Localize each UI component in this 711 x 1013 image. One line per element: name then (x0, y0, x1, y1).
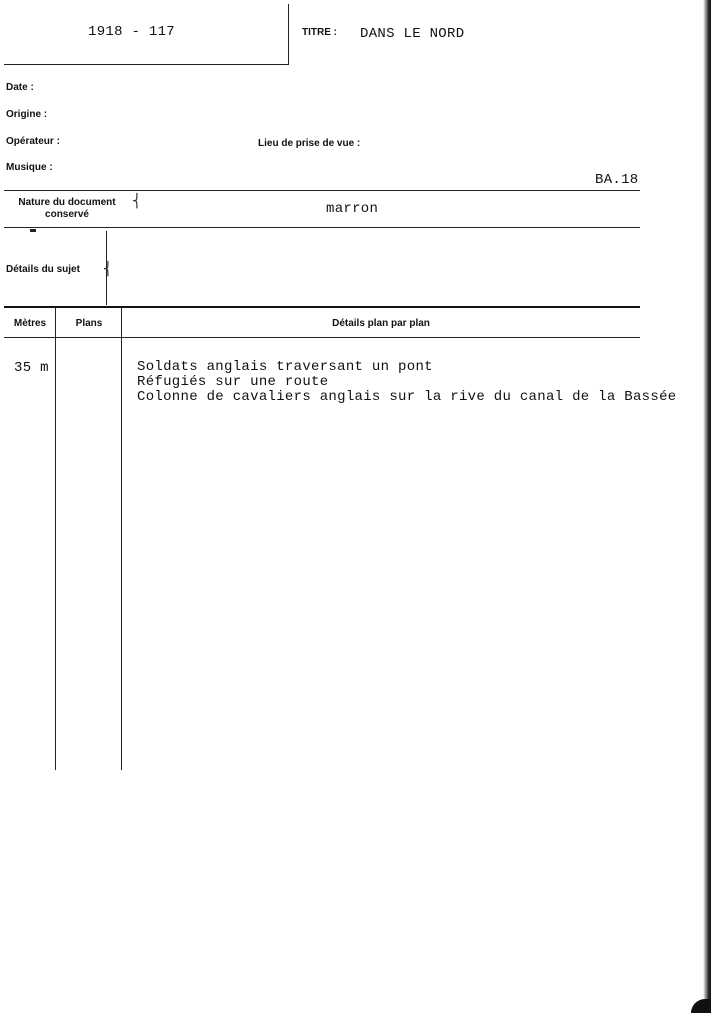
header-box-bottom-rule (4, 64, 289, 65)
nature-label (6, 197, 128, 221)
title-value: DANS LE NORD (360, 26, 465, 42)
origine-label: Origine : (6, 109, 48, 120)
shot-details (137, 360, 676, 405)
date-label: Date : (6, 82, 34, 93)
nature-label-line1: Nature du document (18, 197, 116, 208)
tick-mark (30, 229, 36, 232)
column-divider-plans-details (121, 308, 122, 770)
shot-line: Réfugiés sur une route (137, 374, 329, 390)
scan-corner (691, 999, 711, 1013)
shot-line: Soldats anglais traversant un pont (137, 359, 433, 375)
column-header-metres: Mètres (13, 318, 47, 329)
sujet-brace: ⎨ (103, 262, 113, 277)
musique-label: Musique : (6, 162, 53, 173)
operateur-label: Opérateur : (6, 136, 60, 147)
nature-bottom-rule (4, 227, 640, 228)
nature-label-line2: conservé (45, 209, 89, 220)
nature-brace: ⎨ (132, 194, 142, 209)
column-header-plans: Plans (75, 318, 103, 329)
column-divider-metres-plans (55, 308, 56, 770)
sujet-label: Détails du sujet (6, 264, 80, 275)
reference-number: 1918 - 117 (88, 24, 176, 40)
title-label: TITRE : (302, 27, 337, 38)
lieu-label: Lieu de prise de vue : (258, 138, 361, 149)
column-header-details: Détails plan par plan (332, 318, 430, 329)
metres-value: 35 m (14, 360, 49, 376)
table-top-rule (4, 306, 640, 308)
table-header-rule (4, 337, 640, 338)
header-box-divider (288, 4, 289, 64)
archive-code: BA.18 (595, 172, 639, 188)
nature-top-rule (4, 190, 640, 191)
nature-value: marron (326, 201, 379, 217)
shot-line: Colonne de cavaliers anglais sur la rive du canal de la Bassée (137, 389, 677, 405)
scan-edge (703, 0, 711, 1013)
